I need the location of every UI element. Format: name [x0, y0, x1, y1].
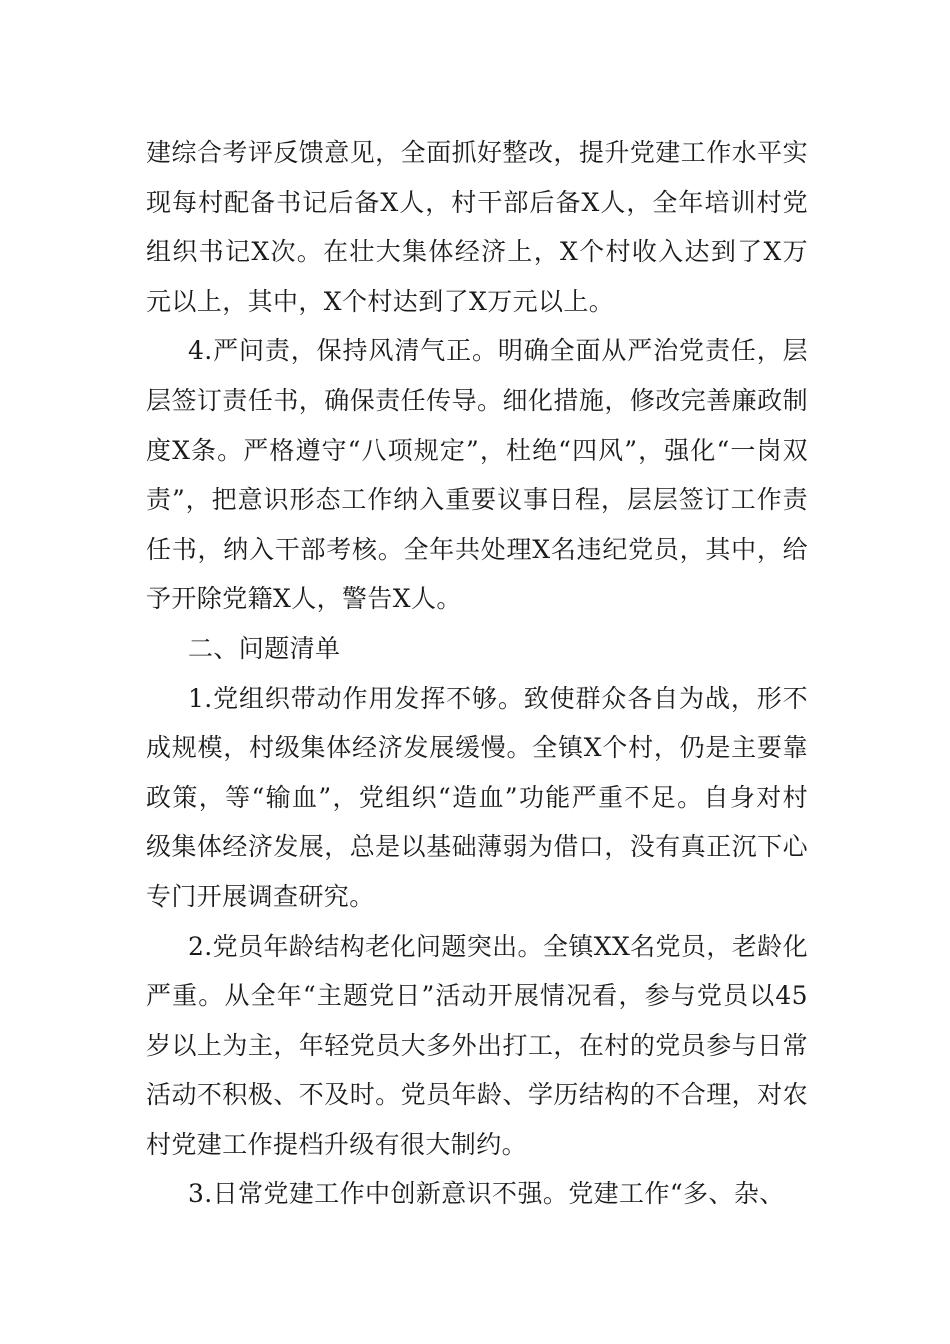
document-body: [146, 128, 808, 1219]
paragraph-problem-1: 1.党组织带动作用发挥不够。致使群众各自为战，形不成规模，村级集体经济发展缓慢。全镇X个村，仍是主要靠政策，等“输血”，党组织“造血”功能严重不足。自身对村级集体经济发展，总是以基础薄弱为借口，没有真正沉下心专门开展调查研究。: [146, 683, 808, 911]
paragraph-problem-2: 2.党员年龄结构老化问题突出。全镇XX名党员，老龄化严重。从全年“主题党日”活动开展情况看，参与党员以45岁以上为主，年轻党员大多外出打工，在村的党员参与日常活动不积极、不及时。党员年龄、学历结构的不合理，对农村党建工作提档升级有很大制约。: [146, 931, 808, 1159]
paragraph-problem-3: 3.日常党建工作中创新意识不强。党建工作“多、杂、: [188, 1179, 785, 1209]
paragraph-item-4-accountability: 4.严问责，保持风清气正。明确全面从严治党责任，层层签订责任书，确保责任传导。细化措施，修改完善廉政制度X条。严格遵守“八项规定”，杜绝“四风”，强化“一岗双责”，把意识形态工作纳入重要议事日程，层层签订工作责任书，纳入干部考核。全年共处理X名违纪党员，其中，给予开除党籍X人，警告X人。: [146, 336, 808, 614]
paragraph-continuation: 建综合考评反馈意见，全面抓好整改，提升党建工作水平实现每村配备书记后备X人，村干部后备X人，全年培训村党组织书记X次。在壮大集体经济上，X个村收入达到了X万元以上，其中，X个村达到了X万元以上。: [146, 138, 808, 316]
section-heading-problem-list: 二、问题清单: [188, 633, 341, 663]
